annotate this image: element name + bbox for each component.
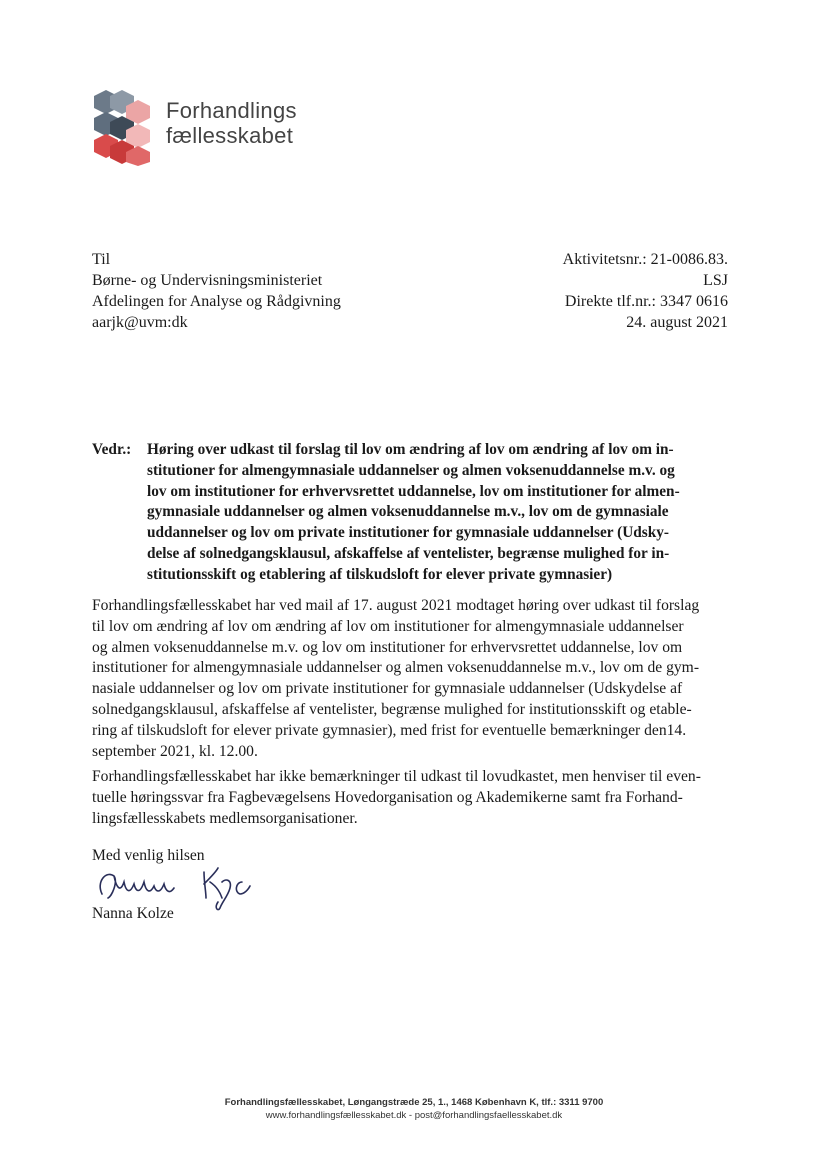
subject-line: uddannelser og lov om private institutioner for gymnasiale uddannelser (Udsky- (147, 524, 669, 542)
subject-block (92, 440, 728, 586)
body-line: institutioner for almengymnasiale uddannelser og almen voksenuddannelse m.v., lov om de gym- (92, 659, 700, 677)
closing-greeting: Med venlig hilsen (92, 847, 205, 864)
body-line: solnedgangsklausul, afskaffelse af ventelister, begrænse mulighed for institutionsskift og etable- (92, 700, 692, 718)
body-line: Forhandlingsfællesskabet har ikke bemærkninger til udkast til lovudkastet, men henviser til even- (92, 768, 701, 785)
hexagon-logo-icon (92, 88, 158, 168)
subject-line: gymnasiale uddannelser og almen voksenuddannelse m.v., lov om de gymnasiale (147, 503, 669, 521)
body-line: Forhandlingsfællesskabet har ved mail af 17. august 2021 modtaget høring over udkast til forslag (92, 597, 700, 614)
footer-address: Forhandlingsfællesskabet, Løngangstræde 25, 1., 1468 København K, tlf.: 3311 9700 (224, 1097, 604, 1108)
footer-web-email: www.forhandlingsfællesskabet.dk - post@forhandlingsfaellesskabet.dk (265, 1110, 563, 1121)
subject-label: Vedr.: (92, 441, 132, 458)
body-paragraph-2 (92, 767, 701, 829)
direct-phone: Direkte tlf.nr.: 3347 0616 (564, 293, 728, 310)
sender-initials: LSJ (703, 272, 728, 289)
body-line: nasiale uddannelser og lov om private institutioner for gymnasiale uddannelser (Udskydelse af (92, 680, 683, 698)
subject-line: stitutioner for almengymnasiale uddannelser og almen voksenuddannelse m.v. og (147, 461, 675, 479)
recipient-email: aarjk@uvm:dk (92, 314, 188, 331)
subject-line: lov om institutioner for erhvervsrettet uddannelse, lov om institutioner for almen- (147, 482, 680, 500)
body-line: og almen voksenuddannelse m.v. og lov om institutioner for erhvervsrettet uddannelse, lov om (92, 638, 683, 656)
organization-logo (92, 88, 332, 168)
signature-first-name (100, 874, 174, 898)
body-line: ring af tilskudsloft for elever private gymnasier), med frist for eventuelle bemærkninger den14. (92, 721, 687, 739)
recipient-line: Afdelingen for Analyse og Rådgivning (92, 293, 341, 310)
letter-meta (563, 249, 728, 333)
body-line: september 2021, kl. 12.00. (92, 742, 258, 760)
activity-number: Aktivitetsnr.: 21-0086.83. (562, 251, 728, 268)
subject-line: Høring over udkast til forslag til lov om ændring af lov om ændring af lov om in- (147, 441, 674, 458)
page-footer (0, 1096, 828, 1122)
logo-line-2: fællesskabet (166, 123, 294, 148)
signer-name: Nanna Kolze (92, 905, 174, 922)
recipient-line: Børne- og Undervisningsministeriet (92, 272, 323, 289)
body-paragraph-1 (92, 596, 699, 762)
body-line: til lov om ændring af lov om ændring af lov om institutioner for almengymnasiale uddannelser (92, 617, 684, 635)
logo-line-1: Forhandlings (166, 98, 297, 123)
signature-last-name (204, 868, 250, 910)
recipient-address (92, 249, 341, 333)
body-line: tuelle høringssvar fra Fagbevægelsens Hovedorganisation og Akademikerne samt fra Forhand- (92, 788, 683, 806)
subject-line: delse af solnedgangsklausul, afskaffelse af ventelister, begrænse mulighed for in- (147, 544, 670, 562)
subject-line: stitutionsskift og etablering af tilskudsloft for elever private gymnasier) (147, 565, 613, 583)
letter-date: 24. august 2021 (626, 314, 728, 331)
body-line: lingsfællesskabets medlemsorganisationer. (92, 809, 358, 827)
handwritten-signature (92, 852, 282, 912)
recipient-line: Til (92, 251, 111, 268)
logo-wordmark (166, 98, 297, 148)
